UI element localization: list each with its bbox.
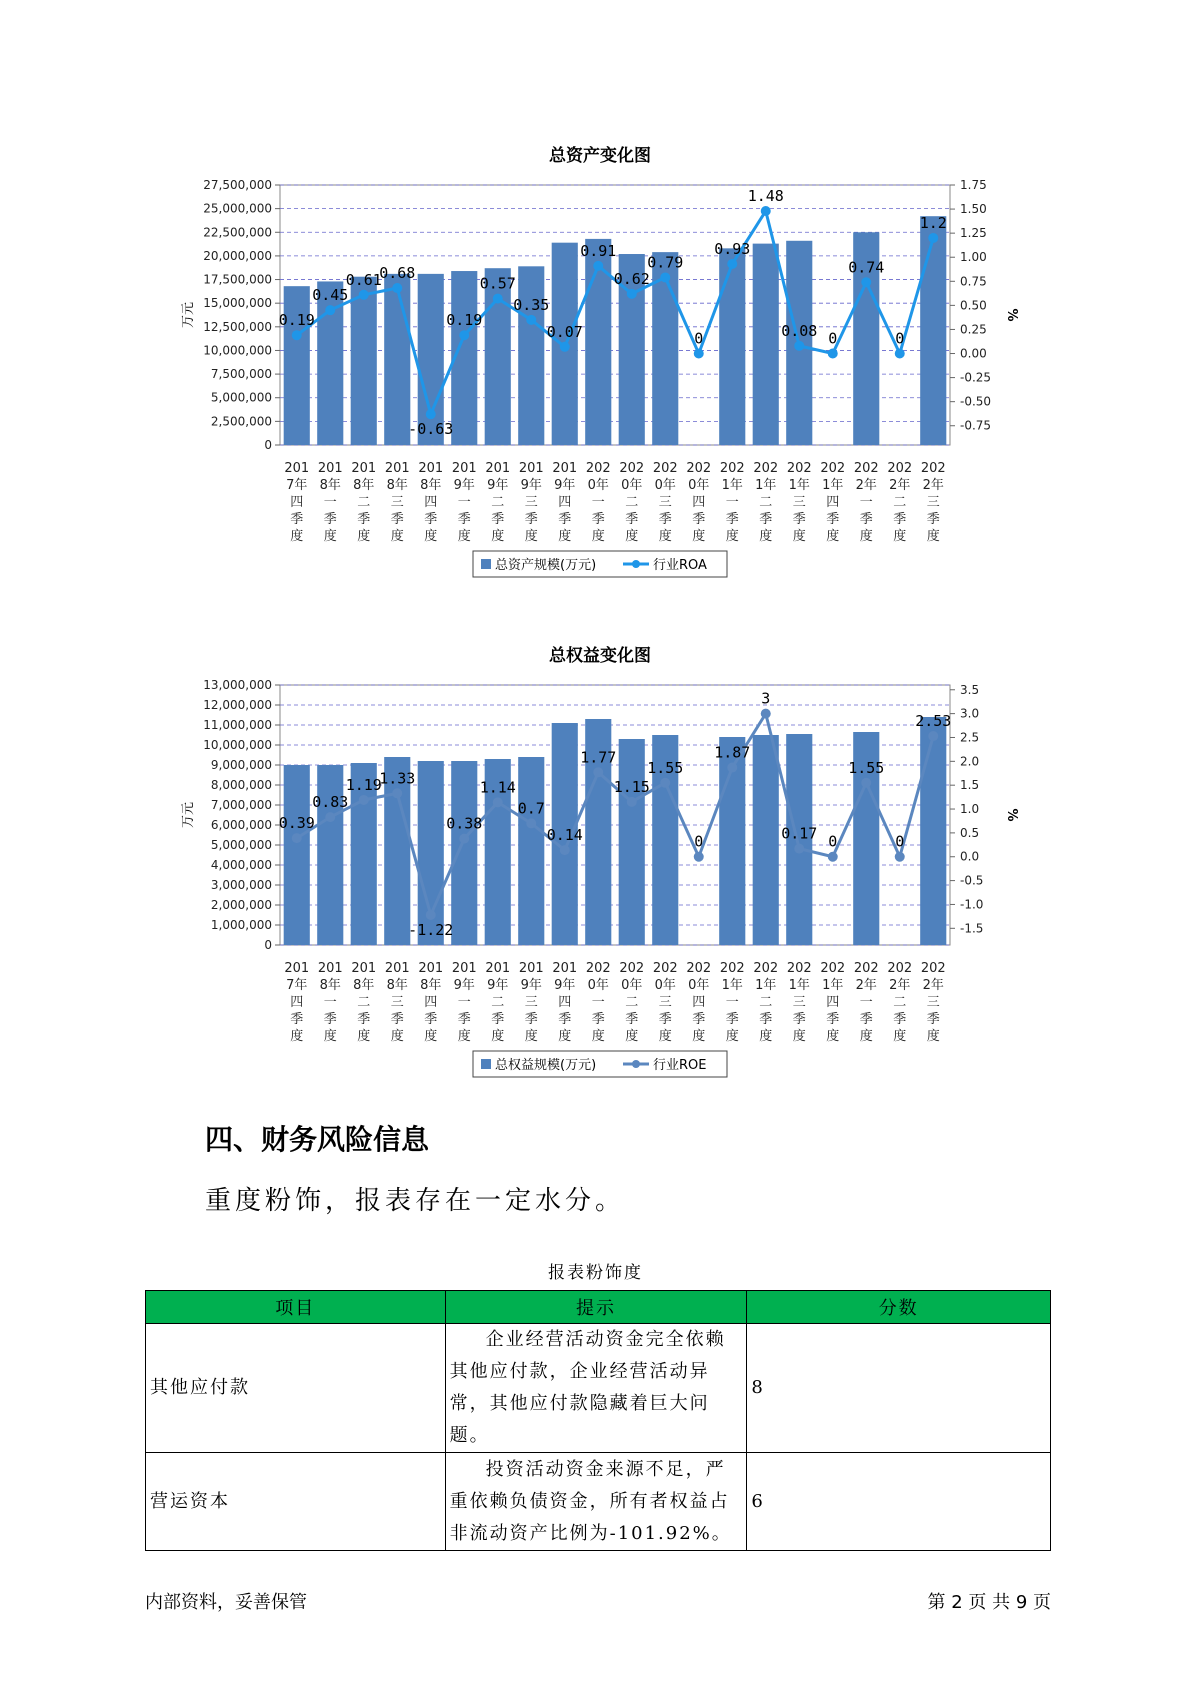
line-point bbox=[426, 910, 436, 920]
x-tick-label: 201 7年四季度 bbox=[284, 961, 310, 1044]
line-point bbox=[828, 852, 838, 862]
data-label: 0.83 bbox=[312, 793, 349, 812]
line-point bbox=[392, 788, 402, 798]
line-point bbox=[560, 845, 570, 855]
data-label: 1.87 bbox=[714, 743, 751, 762]
data-label: 1.2 bbox=[919, 213, 947, 232]
data-label: 0.68 bbox=[379, 264, 416, 283]
y2-tick-label: 1.0 bbox=[960, 802, 980, 817]
y2-tick-label: 0.0 bbox=[960, 849, 980, 864]
line-point bbox=[761, 206, 771, 216]
data-label: 0.93 bbox=[714, 239, 751, 258]
line-point bbox=[794, 341, 804, 351]
x-tick-label: 202 0年四季度 bbox=[686, 461, 712, 544]
data-label: 0.19 bbox=[278, 311, 315, 330]
y-tick-label: 5,000,000 bbox=[210, 390, 272, 405]
x-tick-label: 202 0年四季度 bbox=[686, 961, 712, 1044]
y2-tick-label: 0.5 bbox=[960, 825, 980, 840]
risk-table bbox=[145, 1290, 1051, 1551]
x-tick-label: 202 1年三季度 bbox=[786, 961, 812, 1044]
legend-bar-label: 总权益规模(万元) bbox=[495, 1058, 597, 1073]
data-label: -1.22 bbox=[408, 920, 454, 939]
x-tick-label: 202 1年四季度 bbox=[820, 461, 846, 544]
data-label: 2.53 bbox=[915, 712, 952, 731]
bar bbox=[753, 244, 779, 445]
y-tick-label: 12,500,000 bbox=[203, 319, 272, 334]
y-axis-label: 万元 bbox=[181, 301, 196, 329]
y-tick-label: 10,000,000 bbox=[203, 343, 272, 358]
x-tick-label: 201 9年三季度 bbox=[518, 961, 544, 1044]
section-heading: 四、财务风险信息 bbox=[205, 1123, 430, 1156]
data-label: 1.55 bbox=[848, 758, 885, 777]
line-point bbox=[660, 272, 670, 282]
footer-note: 内部资料，妥善保管 bbox=[145, 1592, 307, 1613]
y2-tick-label: 2.0 bbox=[960, 754, 980, 769]
header-score: 分数 bbox=[747, 1291, 1051, 1324]
line-point bbox=[292, 833, 302, 843]
x-tick-label: 202 0年二季度 bbox=[619, 961, 645, 1044]
y2-tick-label: 0.25 bbox=[960, 322, 987, 337]
x-tick-label: 201 9年二季度 bbox=[485, 961, 511, 1044]
line-point bbox=[727, 763, 737, 773]
line-point bbox=[392, 283, 402, 293]
x-tick-label: 202 2年三季度 bbox=[920, 461, 946, 544]
line-point bbox=[359, 290, 369, 300]
x-tick-label: 201 9年四季度 bbox=[552, 961, 578, 1044]
y-tick-label: 7,500,000 bbox=[210, 367, 272, 382]
y-tick-label: 3,000,000 bbox=[210, 878, 272, 892]
row-item: 其他应付款 bbox=[146, 1324, 446, 1453]
data-label: 0.39 bbox=[278, 814, 315, 833]
line-point bbox=[325, 812, 335, 822]
y-tick-label: 5,000,000 bbox=[210, 838, 272, 852]
row-score: 8 bbox=[747, 1324, 1051, 1453]
data-label: 0.57 bbox=[479, 274, 516, 293]
row-item: 营运资本 bbox=[146, 1453, 446, 1551]
x-tick-label: 202 2年三季度 bbox=[920, 961, 946, 1044]
line-point bbox=[727, 259, 737, 269]
bar bbox=[719, 248, 745, 445]
x-tick-label: 202 1年二季度 bbox=[753, 961, 779, 1044]
y2-tick-label: 3.5 bbox=[960, 682, 980, 697]
y-tick-label: 13,000,000 bbox=[203, 678, 272, 692]
y2-tick-label: 1.75 bbox=[960, 178, 987, 192]
line-point bbox=[426, 409, 436, 419]
line-point bbox=[359, 795, 369, 805]
y-tick-label: 8,000,000 bbox=[210, 778, 272, 792]
total-equity-chart bbox=[0, 635, 1191, 1095]
y2-tick-label: 1.50 bbox=[960, 202, 987, 217]
line-point bbox=[861, 778, 871, 788]
line-point bbox=[593, 767, 603, 777]
x-tick-label: 202 2年一季度 bbox=[853, 461, 879, 544]
y-tick-label: 6,000,000 bbox=[210, 818, 272, 832]
bar bbox=[619, 739, 645, 945]
legend-line-marker bbox=[632, 560, 640, 568]
y2-tick-label: 1.5 bbox=[960, 778, 980, 793]
data-label: 0.7 bbox=[517, 799, 545, 818]
data-label: -0.63 bbox=[408, 420, 454, 439]
y-tick-label: 0 bbox=[264, 938, 272, 952]
line-point bbox=[928, 731, 938, 741]
x-tick-label: 202 2年一季度 bbox=[853, 961, 879, 1044]
x-tick-label: 202 1年四季度 bbox=[820, 961, 846, 1044]
x-tick-label: 202 1年三季度 bbox=[786, 461, 812, 544]
line-point bbox=[828, 349, 838, 359]
data-label: 1.14 bbox=[479, 778, 516, 797]
bar bbox=[518, 757, 544, 945]
y-tick-label: 2,500,000 bbox=[210, 414, 272, 429]
x-tick-label: 201 9年四季度 bbox=[552, 461, 578, 544]
x-tick-label: 201 7年四季度 bbox=[284, 461, 310, 544]
x-tick-label: 202 1年一季度 bbox=[719, 961, 745, 1044]
x-tick-label: 201 9年一季度 bbox=[451, 961, 477, 1044]
x-tick-label: 202 2年二季度 bbox=[887, 461, 913, 544]
legend-line-marker bbox=[632, 1060, 640, 1068]
legend-line-label: 行业ROA bbox=[653, 558, 707, 573]
bar bbox=[351, 277, 377, 445]
line-point bbox=[895, 852, 905, 862]
row-score: 6 bbox=[747, 1453, 1051, 1551]
y-tick-label: 4,000,000 bbox=[210, 858, 272, 872]
x-tick-label: 202 2年二季度 bbox=[887, 961, 913, 1044]
data-label: 0.07 bbox=[546, 322, 583, 341]
page-number: 第 2 页 共 9 页 bbox=[927, 1592, 1051, 1613]
bar bbox=[518, 266, 544, 445]
bar bbox=[284, 286, 310, 445]
line-point bbox=[560, 342, 570, 352]
x-tick-label: 201 9年一季度 bbox=[451, 461, 477, 544]
y-tick-label: 1,000,000 bbox=[210, 918, 272, 932]
data-label: 0 bbox=[828, 832, 838, 851]
header-hint: 提示 bbox=[445, 1291, 747, 1324]
line-point bbox=[761, 709, 771, 719]
header-item: 项目 bbox=[146, 1291, 446, 1324]
y-tick-label: 12,000,000 bbox=[203, 698, 272, 712]
table-row bbox=[146, 1453, 1051, 1551]
chart-title: 总资产变化图 bbox=[549, 146, 651, 166]
x-tick-label: 201 8年三季度 bbox=[384, 961, 410, 1044]
data-label: 0.38 bbox=[446, 814, 483, 833]
y-tick-label: 20,000,000 bbox=[203, 248, 272, 263]
bar bbox=[920, 717, 946, 945]
y-tick-label: 17,500,000 bbox=[203, 272, 272, 287]
total-assets-chart bbox=[0, 135, 1191, 595]
x-tick-label: 202 0年一季度 bbox=[585, 961, 611, 1044]
y2-tick-label: 1.00 bbox=[960, 250, 987, 265]
y2-tick-label: 1.25 bbox=[960, 226, 987, 241]
x-tick-label: 202 1年二季度 bbox=[753, 461, 779, 544]
line-point bbox=[493, 797, 503, 807]
x-tick-label: 201 8年一季度 bbox=[317, 961, 343, 1044]
x-tick-label: 202 1年一季度 bbox=[719, 461, 745, 544]
line-point bbox=[861, 277, 871, 287]
bar bbox=[384, 274, 410, 445]
legend-bar-label: 总资产规模(万元) bbox=[495, 558, 597, 573]
x-tick-label: 201 9年二季度 bbox=[485, 461, 511, 544]
line-point bbox=[292, 330, 302, 340]
line-point bbox=[895, 349, 905, 359]
bar bbox=[451, 761, 477, 945]
legend-line-label: 行业ROE bbox=[653, 1058, 707, 1073]
line-point bbox=[694, 349, 704, 359]
line-point bbox=[627, 797, 637, 807]
y2-tick-label: 0.00 bbox=[960, 346, 987, 361]
data-label: 0 bbox=[694, 329, 704, 348]
line-point bbox=[660, 778, 670, 788]
x-tick-label: 201 8年三季度 bbox=[384, 461, 410, 544]
section-body-text: 重度粉饰，报表存在一定水分。 bbox=[205, 1186, 626, 1216]
x-tick-label: 202 0年一季度 bbox=[585, 461, 611, 544]
y2-tick-label: 2.5 bbox=[960, 730, 980, 745]
x-tick-label: 201 8年四季度 bbox=[418, 461, 444, 544]
legend-bar-swatch bbox=[481, 559, 491, 569]
data-label: 0.62 bbox=[613, 269, 650, 288]
y2-tick-label: 0.75 bbox=[960, 274, 987, 289]
line-point bbox=[526, 315, 536, 325]
y-tick-label: 2,000,000 bbox=[210, 898, 272, 912]
y-tick-label: 11,000,000 bbox=[203, 718, 272, 732]
data-label: 0.74 bbox=[848, 258, 885, 277]
x-tick-label: 202 0年二季度 bbox=[619, 461, 645, 544]
row-hint: 投资活动资金来源不足，严重依赖负债资金，所有者权益占非流动资产比例为-101.92%。 bbox=[445, 1453, 747, 1551]
data-label: 3 bbox=[761, 689, 771, 708]
y-tick-label: 15,000,000 bbox=[203, 296, 272, 311]
data-label: 0 bbox=[828, 329, 838, 348]
y-axis-label: 万元 bbox=[181, 801, 196, 829]
x-tick-label: 202 0年三季度 bbox=[652, 961, 678, 1044]
y2-axis-label: % bbox=[1004, 808, 1019, 822]
bar bbox=[284, 765, 310, 945]
x-tick-label: 201 8年二季度 bbox=[351, 961, 377, 1044]
line-point bbox=[593, 261, 603, 271]
y2-tick-label: -0.25 bbox=[960, 370, 992, 385]
data-label: 0.91 bbox=[580, 241, 617, 260]
y-tick-label: 27,500,000 bbox=[203, 178, 272, 192]
data-label: 0.14 bbox=[546, 826, 583, 845]
x-tick-label: 201 8年四季度 bbox=[418, 961, 444, 1044]
plot-area bbox=[280, 685, 950, 945]
data-label: 0.61 bbox=[345, 270, 382, 289]
line-point bbox=[325, 305, 335, 315]
data-label: 1.19 bbox=[345, 775, 382, 794]
line-point bbox=[459, 330, 469, 340]
row-hint: 企业经营活动资金完全依赖其他应付款，企业经营活动异常，其他应付款隐藏着巨大问题。 bbox=[445, 1324, 747, 1453]
bar bbox=[317, 765, 343, 945]
y2-tick-label: 0.50 bbox=[960, 298, 987, 313]
data-label: 1.48 bbox=[747, 187, 784, 205]
data-label: 0.45 bbox=[312, 286, 349, 305]
data-label: 0 bbox=[895, 329, 905, 348]
y2-tick-label: 3.0 bbox=[960, 706, 980, 721]
data-label: 0.35 bbox=[513, 295, 550, 314]
data-label: 0.19 bbox=[446, 311, 483, 330]
data-label: 1.33 bbox=[379, 769, 416, 788]
x-tick-label: 201 8年二季度 bbox=[351, 461, 377, 544]
bar bbox=[919, 213, 947, 445]
legend-bar-swatch bbox=[481, 1059, 491, 1069]
data-label: 1.77 bbox=[580, 748, 617, 767]
table-header-row bbox=[146, 1291, 1051, 1324]
y2-axis-label: % bbox=[1004, 308, 1019, 322]
data-label: 0 bbox=[694, 832, 704, 851]
x-tick-label: 201 8年一季度 bbox=[317, 461, 343, 544]
y2-tick-label: -0.75 bbox=[960, 418, 992, 433]
y-tick-label: 22,500,000 bbox=[203, 225, 272, 240]
line-point bbox=[694, 852, 704, 862]
data-label: 0.17 bbox=[781, 824, 818, 843]
table-caption: 报表粉饰度 bbox=[548, 1263, 643, 1283]
x-tick-label: 202 0年三季度 bbox=[652, 461, 678, 544]
y2-tick-label: -0.5 bbox=[960, 873, 984, 888]
line-point bbox=[627, 289, 637, 299]
y2-tick-label: -1.5 bbox=[960, 921, 984, 936]
y-tick-label: 10,000,000 bbox=[203, 738, 272, 752]
data-label: 1.55 bbox=[647, 758, 684, 777]
y-tick-label: 0 bbox=[264, 438, 272, 452]
y2-tick-label: -1.0 bbox=[960, 897, 984, 912]
bar bbox=[753, 735, 779, 945]
line-point bbox=[459, 834, 469, 844]
line-point bbox=[794, 844, 804, 854]
table-row bbox=[146, 1324, 1051, 1453]
line-point bbox=[526, 818, 536, 828]
x-tick-label: 201 9年三季度 bbox=[518, 461, 544, 544]
data-label: 0.08 bbox=[781, 321, 818, 340]
y-tick-label: 7,000,000 bbox=[210, 798, 272, 812]
data-label: 0.79 bbox=[647, 253, 684, 272]
y2-tick-label: -0.50 bbox=[960, 394, 992, 409]
y-tick-label: 9,000,000 bbox=[210, 758, 272, 772]
chart-title: 总权益变化图 bbox=[549, 646, 651, 666]
data-label: 1.15 bbox=[613, 777, 650, 796]
data-label: 0 bbox=[895, 832, 905, 851]
line-point bbox=[928, 233, 938, 243]
line-point bbox=[493, 294, 503, 304]
y-tick-label: 25,000,000 bbox=[203, 201, 272, 216]
